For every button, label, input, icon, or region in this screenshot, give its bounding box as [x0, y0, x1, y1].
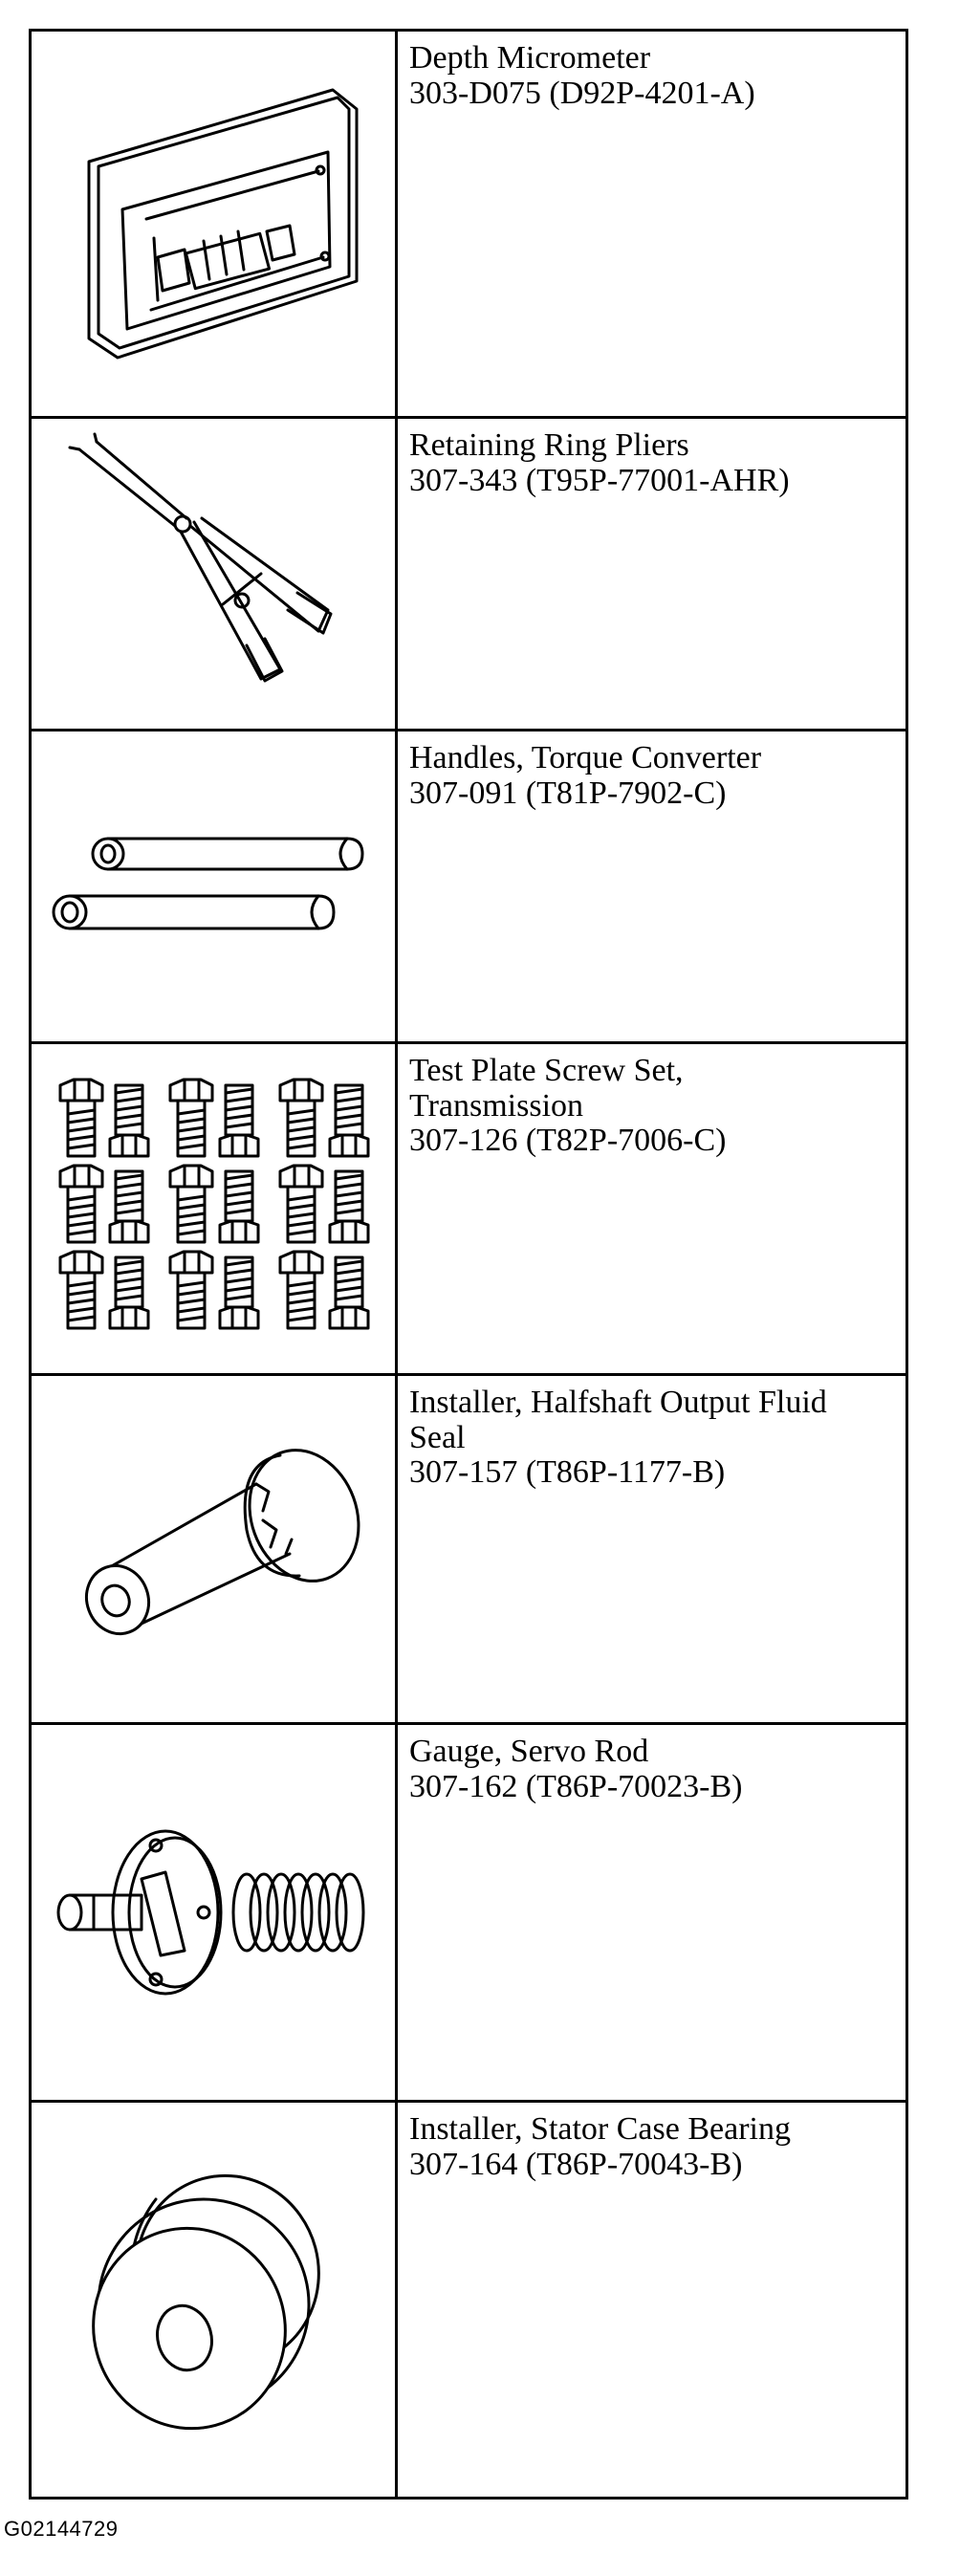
tool-description [398, 32, 905, 416]
tool-row-servo-rod-gauge [32, 1725, 905, 2103]
tool-illustration-cell [32, 1376, 398, 1722]
tool-row-torque-converter-handles [32, 731, 905, 1044]
screw-icon [110, 1257, 148, 1328]
spring-coil-icon [251, 1874, 277, 1951]
screw-icon [220, 1257, 258, 1328]
tool-part-number: 307-126 (T82P-7006-C) [409, 1123, 727, 1159]
test-plate-screw-set-icon [41, 1070, 385, 1347]
tool-illustration-cell [32, 2103, 398, 2497]
screw-icon [220, 1085, 258, 1156]
tool-part-number: 307-157 (T86P-1177-B) [409, 1454, 726, 1491]
screw-icon [170, 1166, 212, 1242]
screw-icon [170, 1252, 212, 1328]
tool-description [398, 1725, 905, 2100]
spring-coil-icon [337, 1874, 363, 1951]
tool-name-line: Installer, Halfshaft Output Fluid [409, 1385, 827, 1420]
depth-micrometer-icon [51, 71, 376, 377]
tool-description [398, 419, 905, 729]
halfshaft-seal-installer-icon [51, 1425, 376, 1673]
tool-illustration-cell [32, 32, 398, 416]
tool-part-number: 307-164 (T86P-70043-B) [409, 2146, 743, 2182]
tool-part-number: 307-343 (T95P-77001-AHR) [409, 462, 790, 498]
tool-name-line: Test Plate Screw Set, [409, 1053, 684, 1088]
tool-name-line: Gauge, Servo Rod [409, 1734, 649, 1769]
tool-illustration-cell [32, 1044, 398, 1373]
tool-row-depth-micrometer [32, 32, 905, 419]
tool-name-line: Installer, Stator Case Bearing [409, 2111, 791, 2147]
spring-coil-icon [268, 1874, 295, 1951]
tool-illustration-cell [32, 1725, 398, 2100]
tool-part-number: 307-091 (T81P-7902-C) [409, 775, 727, 811]
screw-icon [110, 1171, 148, 1242]
tool-illustration-cell [32, 419, 398, 729]
tool-name-line: Transmission [409, 1087, 584, 1124]
screw-icon [280, 1080, 322, 1156]
tool-description [398, 1044, 905, 1373]
tool-name-line: Handles, Torque Converter [409, 740, 762, 775]
screw-icon [280, 1252, 322, 1328]
spring-coil-icon [285, 1874, 312, 1951]
screw-icon [220, 1171, 258, 1242]
servo-rod-gauge-icon [41, 1807, 385, 2018]
tool-name-line: Retaining Ring Pliers [409, 427, 689, 463]
tool-illustration-cell [32, 731, 398, 1041]
stator-bearing-installer-icon [60, 2147, 366, 2453]
tool-row-stator-bearing-installer [32, 2103, 905, 2497]
screw-icon [60, 1252, 102, 1328]
screw-icon [170, 1080, 212, 1156]
tool-name-line: Seal [409, 1419, 466, 1455]
tool-part-number: 307-162 (T86P-70023-B) [409, 1768, 743, 1804]
special-tools-table [29, 29, 908, 2500]
screw-icon [280, 1166, 322, 1242]
screw-icon [110, 1085, 148, 1156]
tool-name-line: Depth Micrometer [409, 40, 651, 76]
screw-icon [330, 1085, 368, 1156]
spring-coil-icon [233, 1874, 260, 1951]
tool-row-halfshaft-seal-installer [32, 1376, 905, 1725]
tool-row-test-plate-screw-set [32, 1044, 905, 1376]
screw-icon [60, 1080, 102, 1156]
torque-converter-handles-icon [41, 791, 385, 982]
spring-coil-icon [302, 1874, 329, 1951]
figure-id: G02144729 [4, 2517, 119, 2541]
tool-description [398, 731, 905, 1041]
screw-icon [60, 1166, 102, 1242]
spring-coil-icon [319, 1874, 346, 1951]
tool-description [398, 1376, 905, 1722]
tool-part-number: 303-D075 (D92P-4201-A) [409, 75, 755, 111]
tool-row-retaining-ring-pliers [32, 419, 905, 731]
screw-icon [330, 1171, 368, 1242]
screw-icon [330, 1257, 368, 1328]
retaining-ring-pliers-icon [60, 430, 366, 717]
tool-description [398, 2103, 905, 2497]
